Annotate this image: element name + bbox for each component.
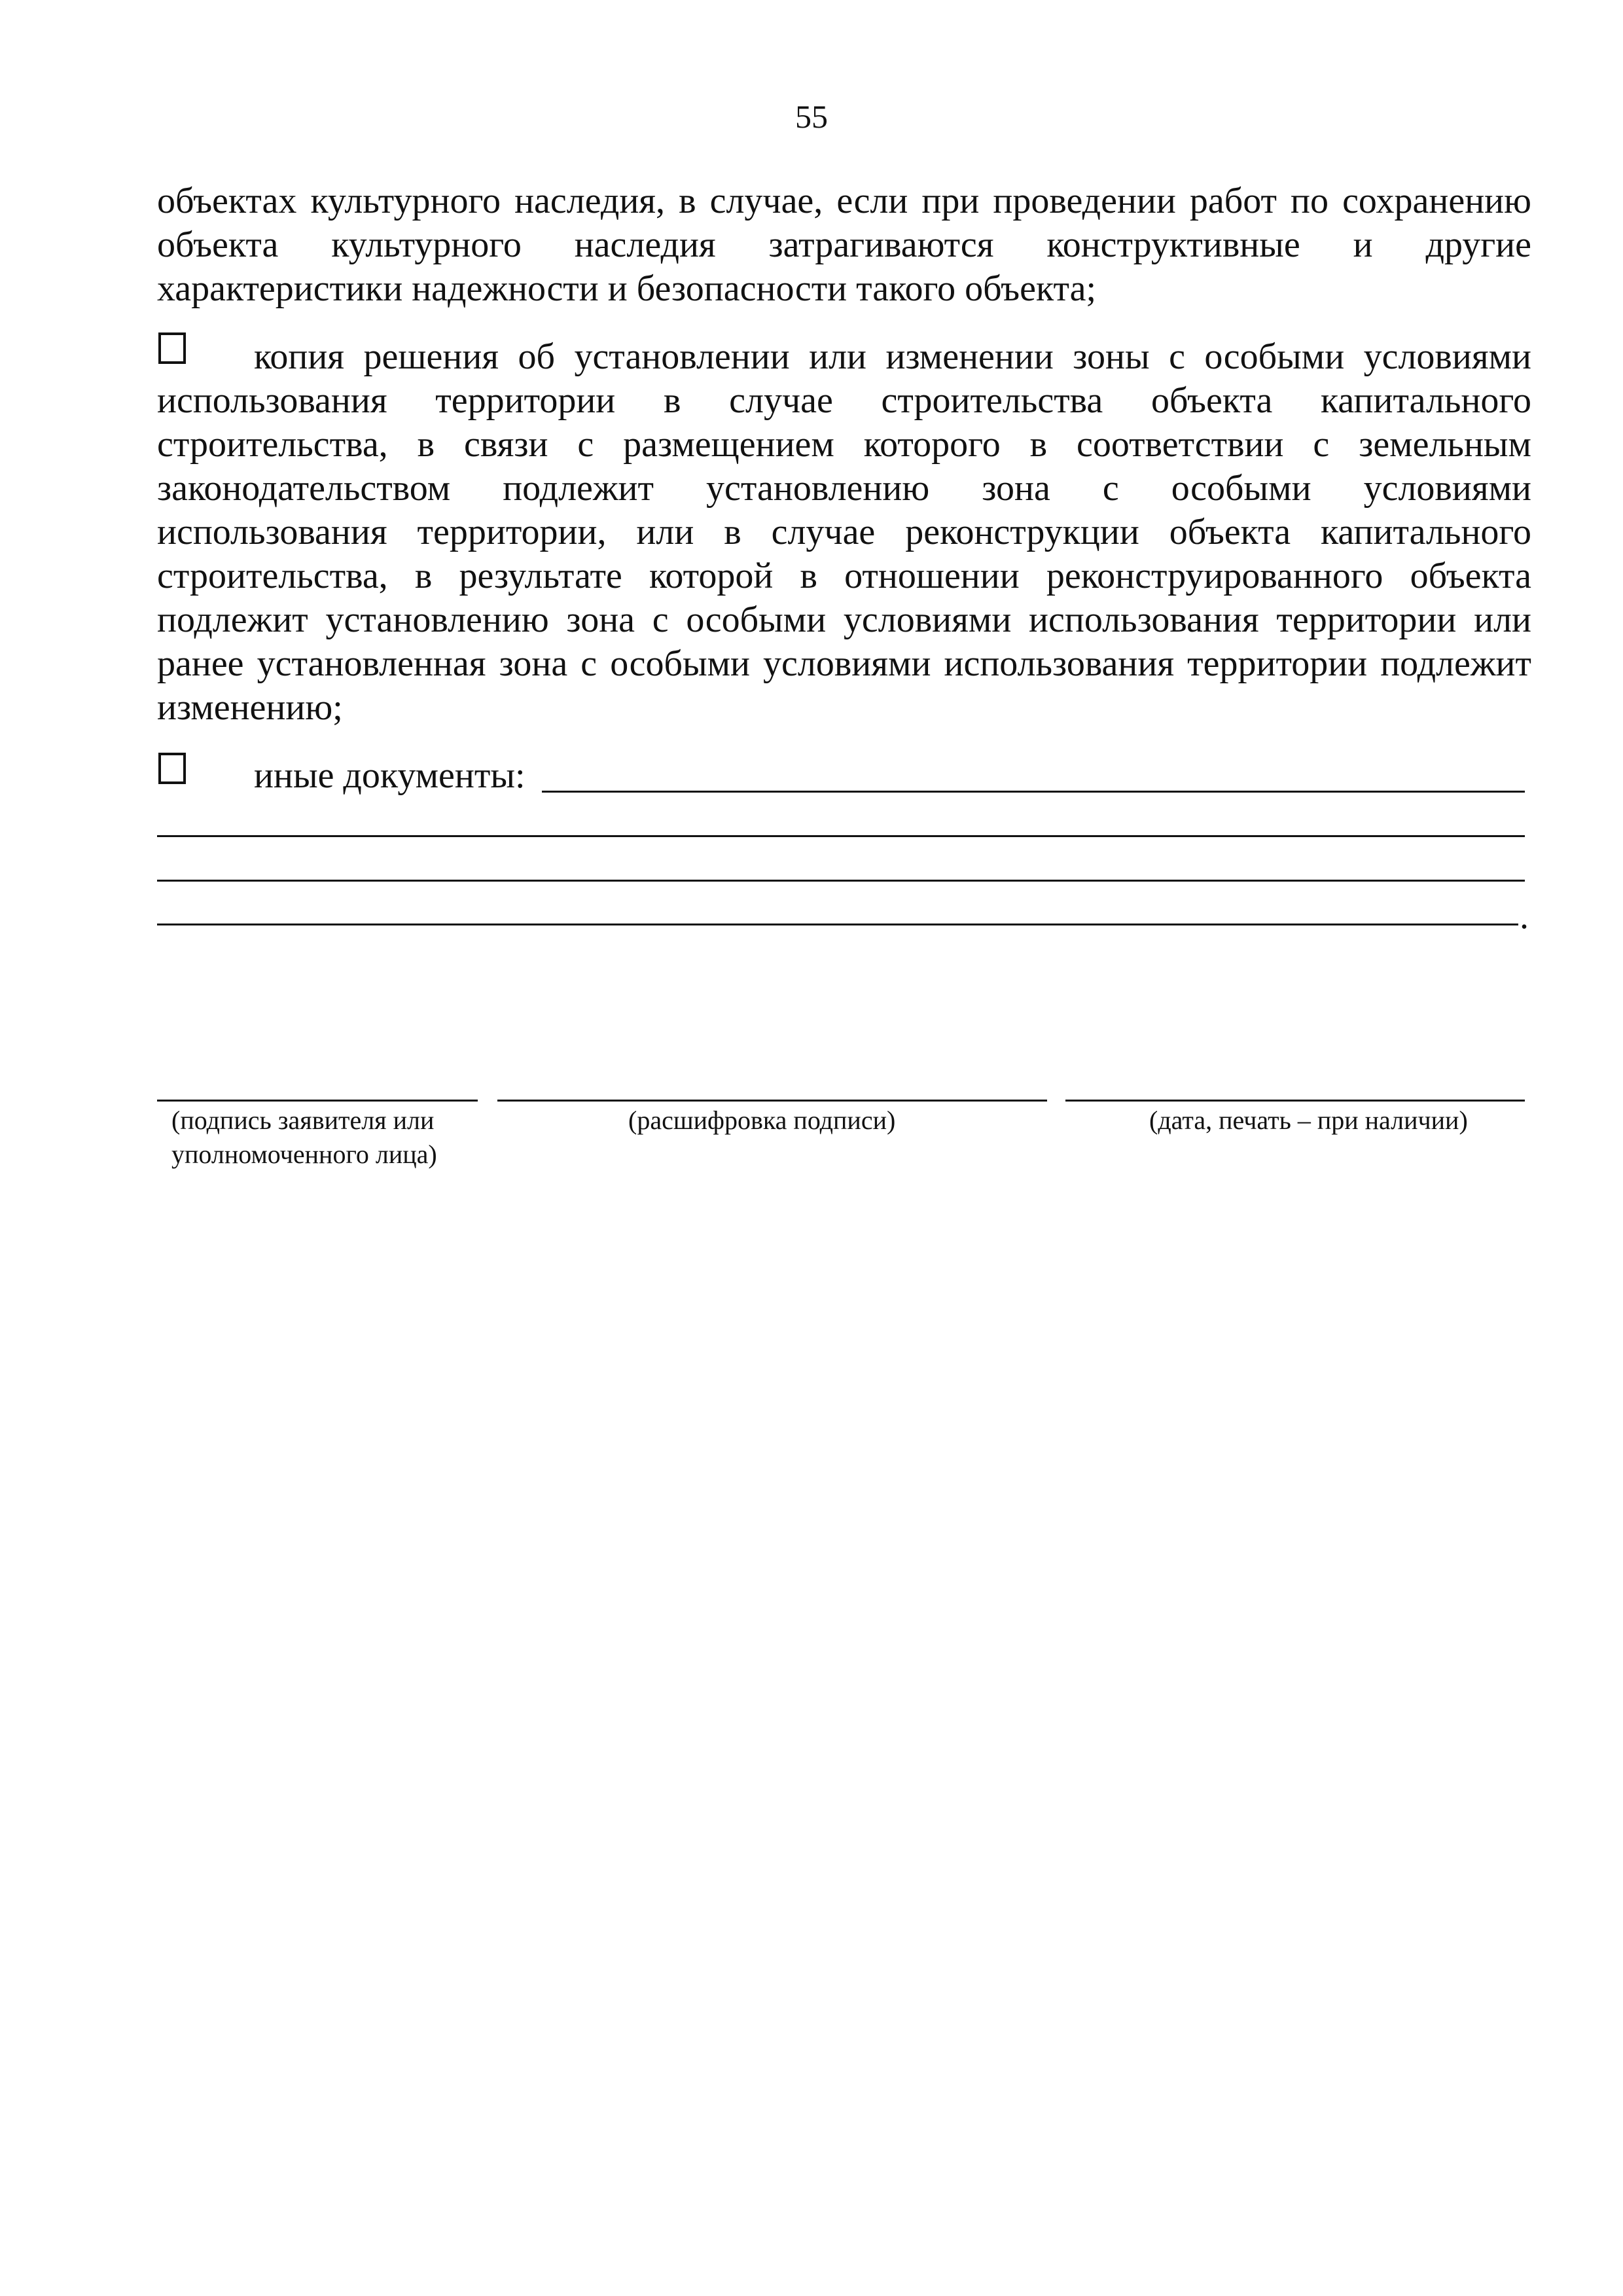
paragraph-line: характеристики надежности и безопасности такого объекта; (157, 268, 1097, 309)
signature-line[interactable] (157, 1100, 478, 1102)
other-documents-field-line-2[interactable] (157, 835, 1525, 837)
paragraph-line: ранее установленная зона с особыми условиями использования территории подлежит (157, 643, 1531, 684)
end-period: . (1520, 896, 1529, 937)
signature-transcript-line[interactable] (497, 1100, 1047, 1102)
other-documents-text: иные документы: (254, 755, 526, 796)
signer-caption-line-2: уполномоченного лица) (171, 1139, 437, 1169)
date-stamp-line[interactable] (1065, 1100, 1525, 1102)
other-documents-field-line-4[interactable] (157, 924, 1518, 925)
paragraph-line: объекта культурного наследия затрагиваются конструктивные и другие (157, 224, 1531, 265)
paragraph-zone-decision (157, 335, 1531, 730)
paragraph-line: законодательством подлежит установлению зона с особыми условиями (157, 468, 1531, 509)
paragraph-line: строительства, в связи с размещением которого в соответствии с земельным (157, 424, 1531, 465)
paragraph-line: использования территории в случае строительства объекта капитального (157, 380, 1531, 421)
other-documents-field-line-3[interactable] (157, 880, 1525, 882)
paragraph-line: использования территории, или в случае реконструкции объекта капитального (157, 512, 1531, 552)
date-stamp-caption: (дата, печать – при наличии) (1149, 1105, 1468, 1135)
paragraph-heritage (157, 179, 1531, 311)
signer-caption-line-1: (подпись заявителя или (171, 1105, 435, 1135)
paragraph-line: подлежит установлению зона с особыми условиями использования территории или (157, 600, 1531, 640)
transcript-caption: (расшифровка подписи) (628, 1105, 896, 1135)
paragraph-line: объектах культурного наследия, в случае, если при проведении работ по сохранению (157, 181, 1531, 221)
page-number: 55 (795, 98, 828, 135)
other-documents-field-line-1[interactable] (542, 791, 1525, 793)
other-documents-checkbox[interactable] (158, 753, 186, 784)
paragraph-line: строительства, в результате которой в отношении реконструированного объекта (157, 556, 1531, 596)
paragraph-line: копия решения об установлении или изменении зоны с особыми условиями (254, 336, 1531, 377)
other-documents-label (254, 754, 526, 798)
paragraph-line: изменению; (157, 687, 343, 728)
